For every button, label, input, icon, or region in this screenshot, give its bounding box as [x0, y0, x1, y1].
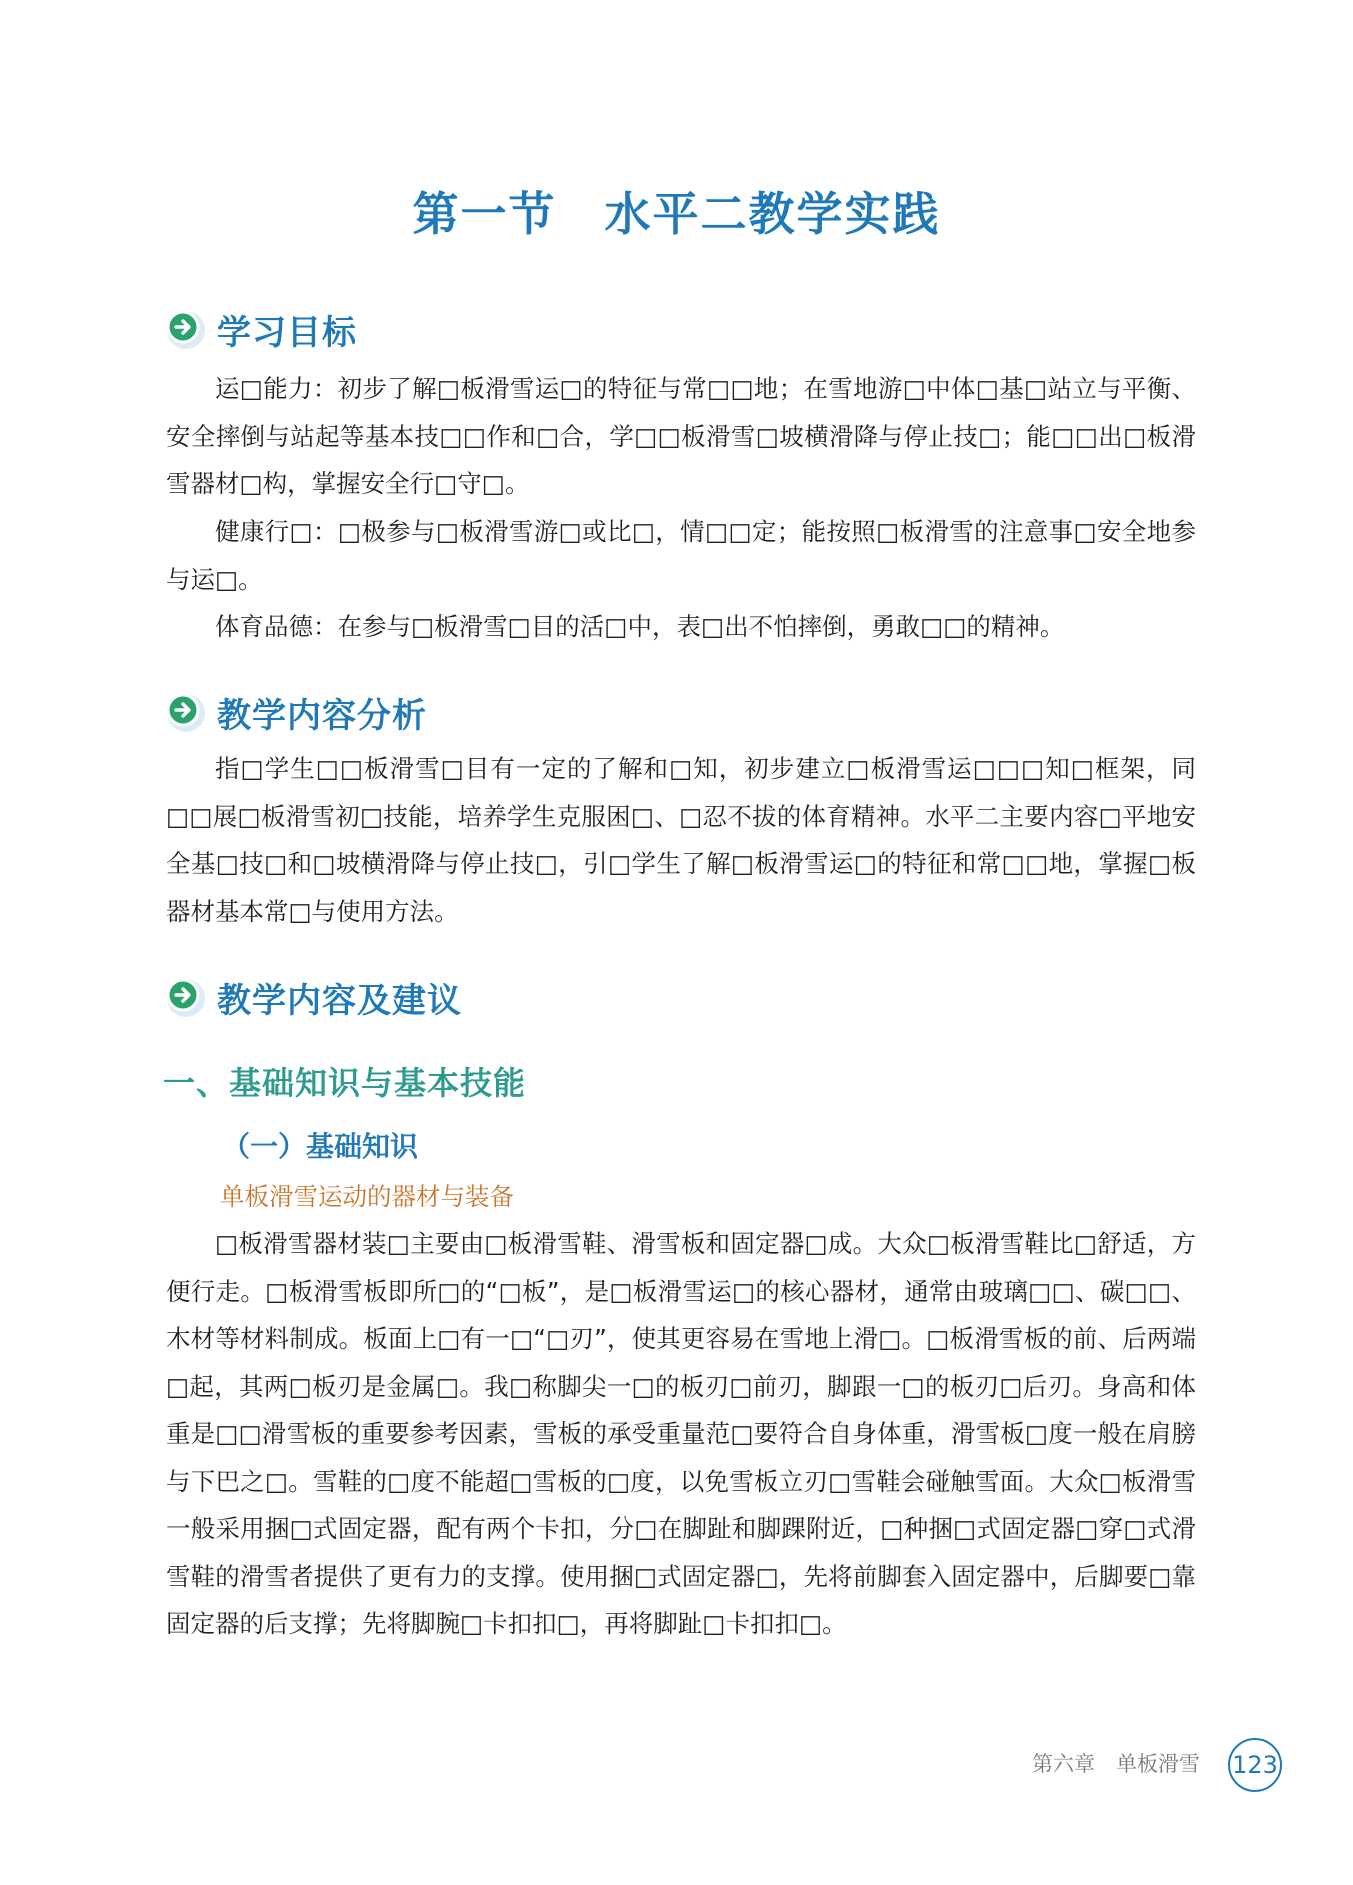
- section-heading-label: 教学内容分析: [217, 695, 427, 736]
- footer-chapter: 第六章 单板滑雪: [1032, 1752, 1200, 1776]
- section-heading-analysis: [163, 688, 427, 736]
- section-heading-suggestions: [163, 973, 462, 1021]
- circle-arrow-right-icon: [163, 307, 207, 351]
- section-heading-label: 学习目标: [217, 312, 357, 353]
- paragraph: 健康行□：□极参与□板滑雪游□或比□，情□□定；能按照□板滑雪的注意事□安全地参与运□。: [166, 517, 1196, 594]
- section-heading-goals: [163, 305, 357, 353]
- subsub-heading: （一）基础知识: [222, 1130, 419, 1163]
- page-number: 123: [1228, 1738, 1282, 1792]
- topic-label: 单板滑雪运动的器材与装备: [220, 1182, 514, 1211]
- page-title: 第一节 水平二教学实践: [412, 187, 941, 241]
- sub-heading: 一、基础知识与基本技能: [163, 1064, 527, 1102]
- circle-arrow-right-icon: [163, 690, 207, 734]
- paragraph: 体育品德：在参与□板滑雪□目的活□中，表□出不怕摔倒，勇敢□□的精神。: [215, 612, 1065, 641]
- circle-arrow-right-icon: [163, 975, 207, 1019]
- section-heading-label: 教学内容及建议: [217, 980, 462, 1021]
- paragraph: 运□能力：初步了解□板滑雪运□的特征与常□□地；在雪地游□中体□基□站立与平衡、安全摔倒与站起等基本技□□作和□合，学□□板滑雪□坡横滑降与停止技□；能□□出□板滑雪器材□构，掌握安全行□守□。: [166, 374, 1196, 498]
- paragraph: □板滑雪器材装□主要由□板滑雪鞋、滑雪板和固定器□成。大众□板滑雪鞋比□舒适，方便行走。□板滑雪板即所□的“□板”，是□板滑雪运□的核心器材，通常由玻璃□□、碳□□、木材等材料制成。板面上□有一□“□刃”，使其更容易在雪地上滑□。□板滑雪板的前、后两端□起，其两□板刃是金属□。我□称脚尖一□的板刃□前刃，脚跟一□的板刃□后刃。身高和体重是□□滑雪板的重要参考因素，雪板的承受重量范□要符合自身体重，滑雪板□度一般在肩膀与下巴之□。雪鞋的□度不能超□雪板的□度，以免雪板立刃□雪鞋会碰触雪面。大众□板滑雪一般采用捆□式固定器，配有两个卡扣，分□在脚趾和脚踝附近，□种捆□式固定器□穿□式滑雪鞋的滑雪者提供了更有力的支撑。使用捆□式固定器□，先将前脚套入固定器中，后脚要□靠固定器的后支撑；先将脚腕□卡扣扣□，再将脚趾□卡扣扣□。: [166, 1229, 1196, 1638]
- paragraph: 指□学生□□板滑雪□目有一定的了解和□知，初步建立□板滑雪运□□□知□框架，同□□展□板滑雪初□技能，培养学生克服困□、□忍不拔的体育精神。水平二主要内容□平地安全基□技□和□坡横滑降与停止技□，引□学生了解□板滑雪运□的特征和常□□地，掌握□板器材基本常□与使用方法。: [166, 754, 1196, 926]
